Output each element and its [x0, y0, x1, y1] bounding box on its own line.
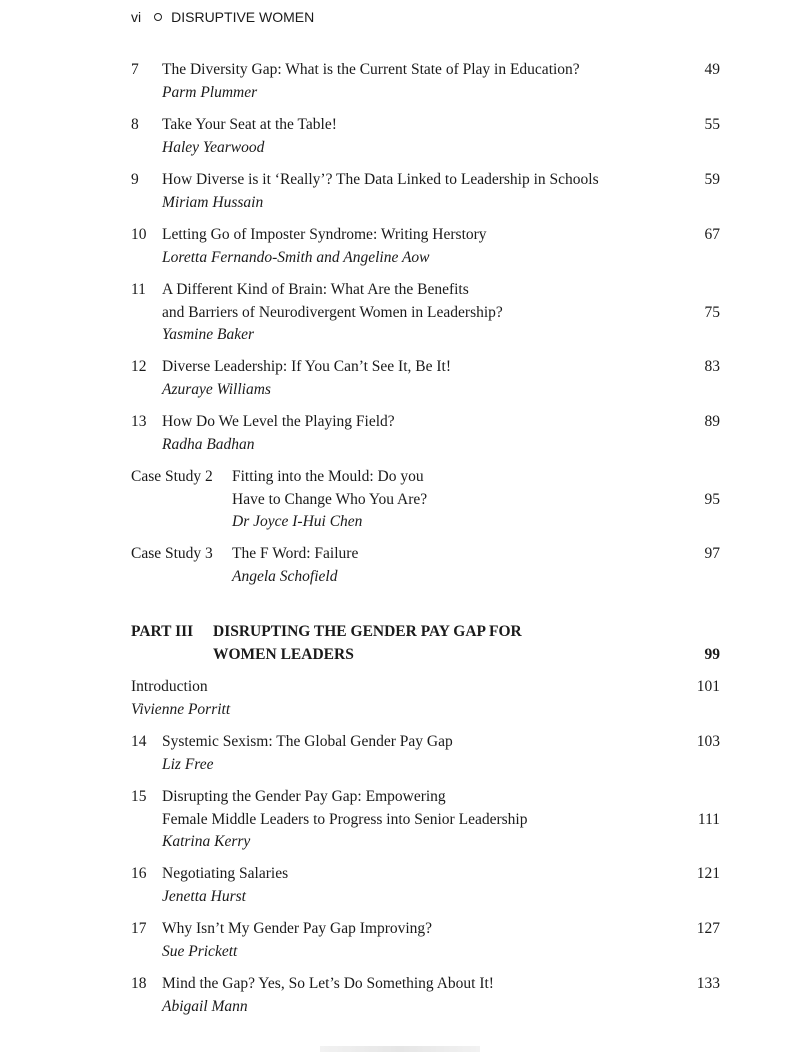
entry-line: [131, 918, 720, 941]
entry-line: [131, 434, 720, 457]
page-number: 75: [704, 303, 720, 321]
book-title: DISRUPTIVE WOMEN: [171, 9, 315, 25]
entry-author: Haley Yearwood: [162, 138, 265, 156]
page-number: 127: [696, 920, 720, 937]
toc-entry-chapter-11[interactable]: [131, 279, 720, 347]
entry-author: Yasmine Baker: [162, 326, 254, 343]
toc-entry-chapter-16[interactable]: [131, 863, 720, 908]
entry-author: Angela Schofield: [232, 567, 338, 585]
entry-line: [131, 59, 720, 82]
entry-author: Dr Joyce I-Hui Chen: [232, 513, 363, 530]
chapter-number: 8: [131, 116, 139, 133]
page-number: 67: [704, 226, 720, 243]
entry-title: The F Word: Failure: [232, 545, 359, 562]
entry-line: [131, 996, 720, 1019]
entry-line: [131, 511, 720, 534]
chapter-number: 7: [131, 61, 139, 78]
page-number: 95: [704, 490, 720, 508]
toc-entry-chapter-9[interactable]: [131, 169, 720, 214]
faint-footer-mark: [320, 1046, 480, 1052]
page-number: 89: [704, 413, 720, 430]
entry-author: Vivienne Porritt: [131, 700, 231, 718]
entry-title: and Barriers of Neurodivergent Women in Leadership?: [162, 303, 503, 321]
chapter-number: 18: [131, 975, 147, 992]
part-line: [131, 644, 720, 667]
chapter-number: 13: [131, 413, 147, 430]
entry-line: [131, 302, 720, 325]
entry-title: Letting Go of Imposter Syndrome: Writing Herstory: [162, 226, 487, 243]
entry-line: [131, 566, 720, 589]
entry-title: Fitting into the Mould: Do you: [232, 468, 424, 485]
toc-entry-chapter-13[interactable]: [131, 411, 720, 456]
entry-line: [131, 137, 720, 160]
entry-title: Why Isn’t My Gender Pay Gap Improving?: [162, 920, 433, 937]
entry-author: Liz Free: [162, 755, 214, 773]
entry-line: [131, 809, 720, 832]
entry-line: [131, 973, 720, 996]
toc-entry-introduction[interactable]: [131, 676, 720, 721]
toc-entry-chapter-14[interactable]: [131, 731, 720, 776]
toc-entry-chapter-10[interactable]: [131, 224, 720, 269]
chapter-number: 14: [131, 733, 147, 750]
entry-title: Diverse Leadership: If You Can’t See It, Be It!: [162, 358, 451, 375]
entry-line: [131, 279, 720, 302]
entry-line: [131, 82, 720, 105]
entry-line: [131, 754, 720, 777]
entry-line: [131, 831, 720, 854]
entry-line: [131, 886, 720, 909]
entry-line: [131, 863, 720, 886]
running-header: [131, 9, 314, 25]
entry-title: How Do We Level the Playing Field?: [162, 413, 395, 430]
case-study-label: Case Study 3: [131, 545, 213, 562]
toc-entry-case-study-3[interactable]: [131, 543, 720, 588]
entry-line: [131, 411, 720, 434]
entry-author: Loretta Fernando-Smith and Angeline Aow: [162, 248, 430, 266]
page-number: 99: [704, 646, 720, 663]
page-number: 97: [704, 545, 720, 562]
toc-entry-chapter-7[interactable]: [131, 59, 720, 104]
page-number: 101: [696, 678, 720, 695]
toc-entry-case-study-2[interactable]: [131, 466, 720, 534]
page-numeral: vi: [131, 9, 142, 25]
part-title: DISRUPTING THE GENDER PAY GAP FOR: [213, 623, 522, 640]
entry-title: Take Your Seat at the Table!: [162, 116, 337, 133]
entry-line: [131, 324, 720, 347]
entry-title: How Diverse is it ‘Really’? The Data Linked to Leadership in Schools: [162, 171, 599, 188]
chapter-number: 11: [131, 281, 146, 298]
entry-author: Azuraye Williams: [162, 380, 271, 398]
toc-entry-chapter-8[interactable]: [131, 114, 720, 159]
entry-line: [131, 114, 720, 137]
entry-line: [131, 247, 720, 270]
toc-entry-chapter-18[interactable]: [131, 973, 720, 1018]
chapter-number: 17: [131, 920, 147, 937]
chapter-number: 15: [131, 788, 147, 805]
entry-author: Radha Badhan: [162, 435, 255, 453]
entry-author: Sue Prickett: [162, 942, 238, 960]
page-number: 103: [696, 733, 720, 750]
page-number: 49: [704, 61, 720, 78]
page-number: 121: [696, 865, 720, 882]
entry-author: Miriam Hussain: [162, 193, 264, 211]
entry-title: Systemic Sexism: The Global Gender Pay Gap: [162, 733, 453, 750]
entry-title: Disrupting the Gender Pay Gap: Empowering: [162, 788, 446, 805]
entry-author: Katrina Kerry: [162, 833, 251, 850]
entry-line: [131, 192, 720, 215]
chapter-number: 12: [131, 358, 147, 375]
toc-entry-chapter-17[interactable]: [131, 918, 720, 963]
page-number: 111: [697, 810, 720, 828]
toc-entry-chapter-12[interactable]: [131, 356, 720, 401]
entry-line: [131, 224, 720, 247]
entry-line: [131, 489, 720, 512]
entry-title: Introduction: [131, 678, 208, 695]
entry-line: [131, 466, 720, 489]
entry-line: [131, 941, 720, 964]
entry-line: [131, 169, 720, 192]
page-number: 83: [704, 358, 720, 375]
case-study-label: Case Study 2: [131, 468, 213, 485]
entry-author: Jenetta Hurst: [162, 887, 246, 905]
entry-line: [131, 699, 720, 722]
entry-title: The Diversity Gap: What is the Current State of Play in Education?: [162, 61, 580, 78]
part-line: [131, 621, 720, 644]
entry-title: Female Middle Leaders to Progress into Senior Leadership: [162, 810, 528, 828]
toc-entry-chapter-15[interactable]: [131, 786, 720, 854]
entry-line: [131, 379, 720, 402]
page-number: 133: [696, 975, 720, 992]
bullet-circle-icon: [154, 13, 162, 21]
entry-title: A Different Kind of Brain: What Are the Benefits: [162, 281, 469, 298]
entry-line: [131, 676, 720, 699]
entry-line: [131, 543, 720, 566]
entry-line: [131, 786, 720, 809]
entry-line: [131, 731, 720, 754]
page-number: 59: [704, 171, 720, 188]
entry-title: Have to Change Who You Are?: [232, 490, 428, 508]
chapter-number: 10: [131, 226, 147, 243]
chapter-number: 16: [131, 865, 147, 882]
entry-author: Abigail Mann: [162, 997, 248, 1015]
entry-line: [131, 356, 720, 379]
part-label: PART III: [131, 623, 194, 640]
part-heading[interactable]: [131, 621, 720, 667]
chapter-number: 9: [131, 171, 139, 188]
entry-author: Parm Plummer: [162, 83, 258, 101]
entry-title: Mind the Gap? Yes, So Let’s Do Something About It!: [162, 975, 494, 992]
entry-title: Negotiating Salaries: [162, 865, 289, 882]
page-number: 55: [704, 116, 720, 133]
part-title: WOMEN LEADERS: [213, 646, 354, 663]
